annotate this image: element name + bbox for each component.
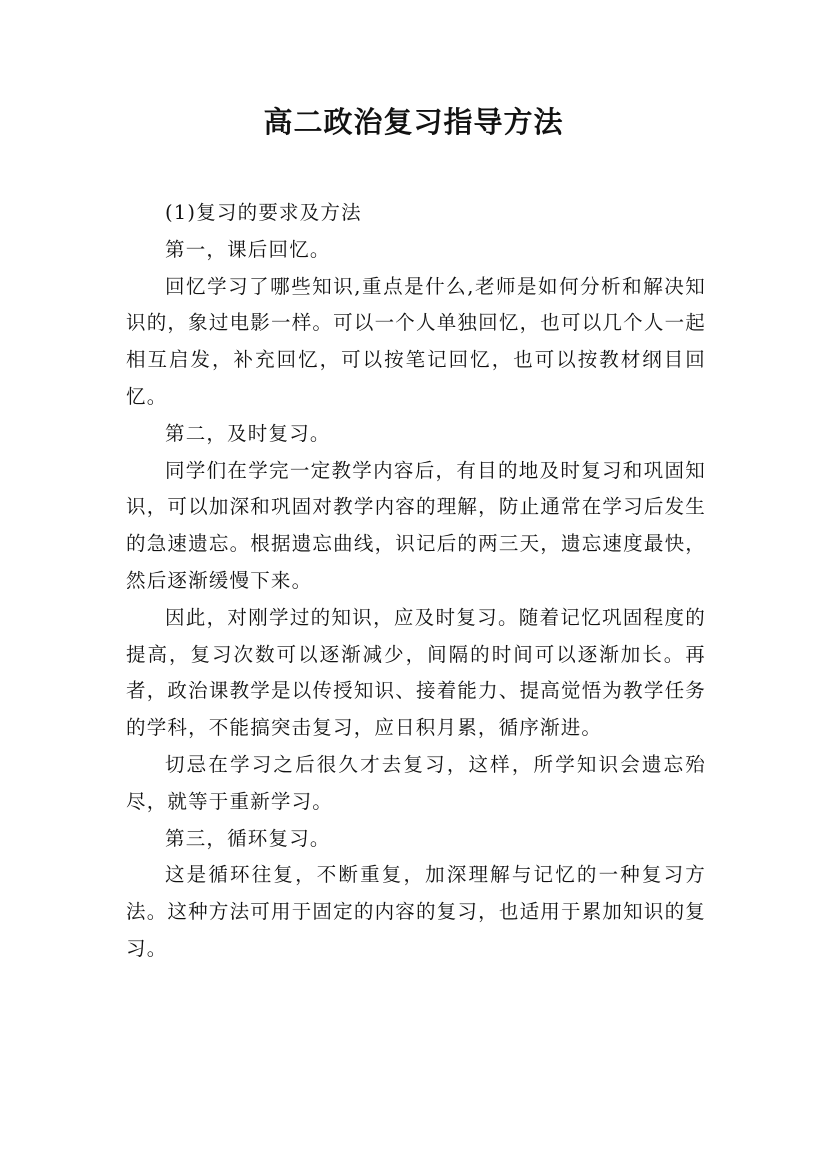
document-title: 高二政治复习指导方法	[263, 105, 564, 139]
paragraph-recall: 回忆学习了哪些知识,重点是什么,老师是如何分析和解决知识的，象过电影一样。可以一个人单独回忆，也可以几个人一起相互启发，补充回忆，可以按笔记回忆，也可以按教材纲目回忆。	[126, 274, 706, 408]
section-heading: (1)复习的要求及方法	[165, 201, 362, 224]
subheading-timely-review: 第二，及时复习。	[165, 421, 331, 445]
paragraph-avoid-delay: 切忌在学习之后很久才去复习，这样，所学知识会遗忘殆尽，就等于重新学习。	[126, 752, 706, 813]
paragraph-timely-review: 同学们在学完一定教学内容后，有目的地及时复习和巩固知识，可以加深和巩固对教学内容的理解，防止通常在学习后发生的急速遗忘。根据遗忘曲线，识记后的两三天，遗忘速度最快，然后逐渐缓慢下来。	[126, 458, 706, 592]
paragraph-cyclic-review: 这是循环往复，不断重复，加深理解与记忆的一种复习方法。这种方法可用于固定的内容的复习，也适用于累加知识的复习。	[126, 863, 706, 960]
subheading-review-recall: 第一，课后回忆。	[165, 237, 331, 261]
paragraph-review-frequency: 因此，对刚学过的知识，应及时复习。随着记忆巩固程度的提高，复习次数可以逐渐减少，间隔的时间可以逐渐加长。再者，政治课教学是以传授知识、接着能力、提高觉悟为教学任务的学科，不能搞突击复习，应日积月累，循序渐进。	[126, 605, 706, 740]
subheading-cyclic-review: 第三，循环复习。	[165, 826, 331, 850]
document-body	[126, 195, 706, 968]
